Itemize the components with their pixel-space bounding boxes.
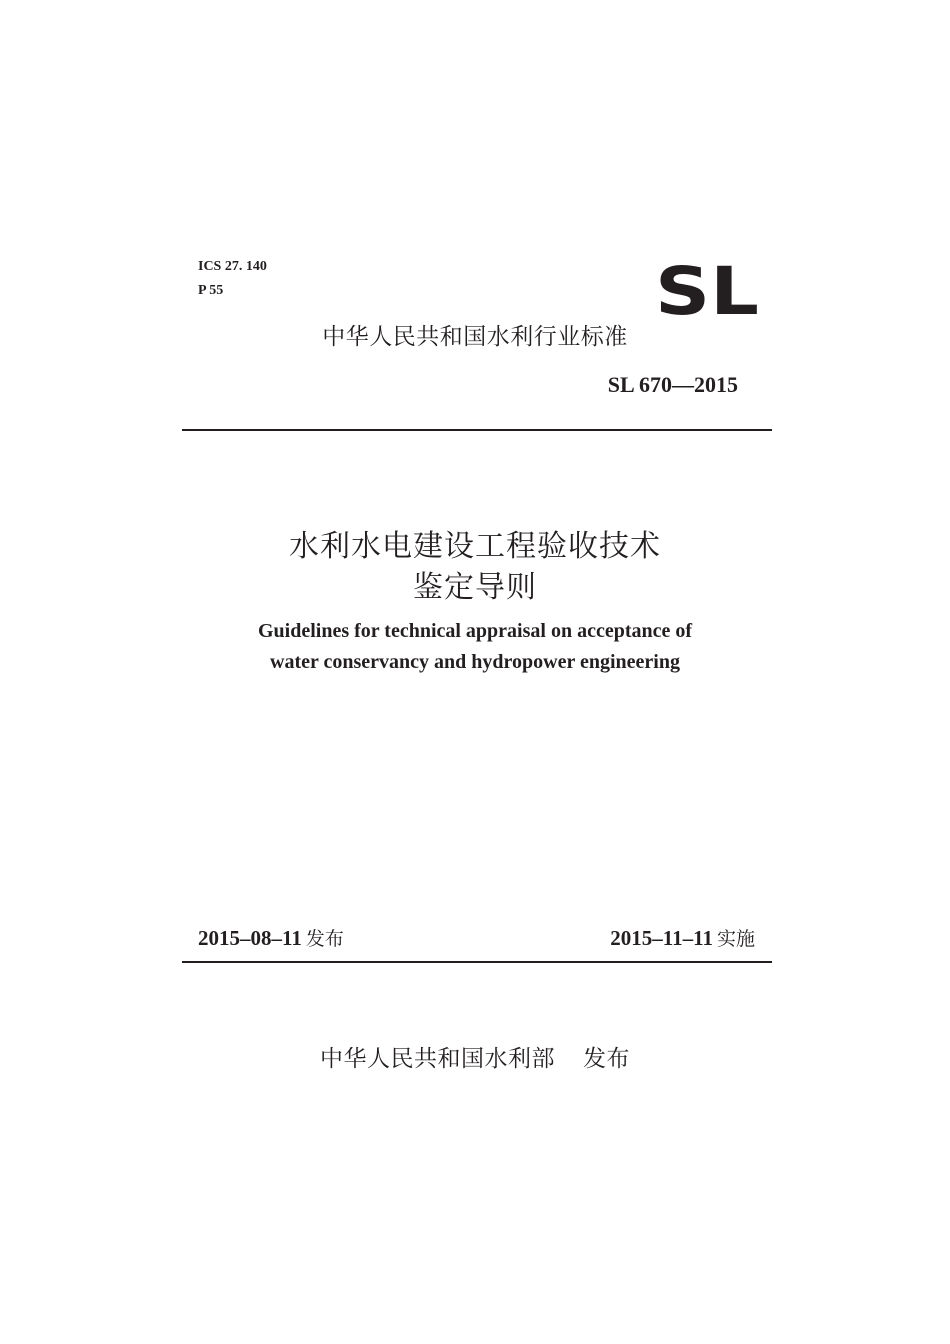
title-en-line1: Guidelines for technical appraisal on acceptance of (257, 620, 693, 642)
title-zh-line1: 水利水电建设工程验收技术 (289, 529, 661, 564)
sl-logo-text: SL (655, 262, 759, 317)
top-divider (182, 429, 772, 431)
ics-code: ICS 27. 140 (198, 259, 267, 274)
implementation-label: 实施 (716, 928, 755, 950)
issue-date: 2015–08–11 (198, 926, 302, 950)
issue-label: 发布 (305, 928, 344, 950)
standard-category: 中华人民共和国水利行业标准 (322, 324, 628, 350)
title-zh-line2: 鉴定导则 (413, 570, 537, 605)
bottom-divider (182, 961, 772, 963)
issuer-line (0, 1040, 950, 1073)
standard-number: SL 670—2015 (607, 372, 738, 397)
ccs-code: P 55 (198, 283, 224, 298)
issuer-name: 中华人民共和国水利部 (320, 1046, 555, 1072)
title-en-line2: water conservancy and hydropower engineering (270, 651, 680, 673)
issue-date-block (198, 924, 344, 951)
sl-logo (655, 262, 760, 317)
issued-label: 发布 (583, 1046, 630, 1072)
implementation-date: 2015–11–11 (610, 926, 713, 950)
implementation-date-block (610, 924, 755, 951)
